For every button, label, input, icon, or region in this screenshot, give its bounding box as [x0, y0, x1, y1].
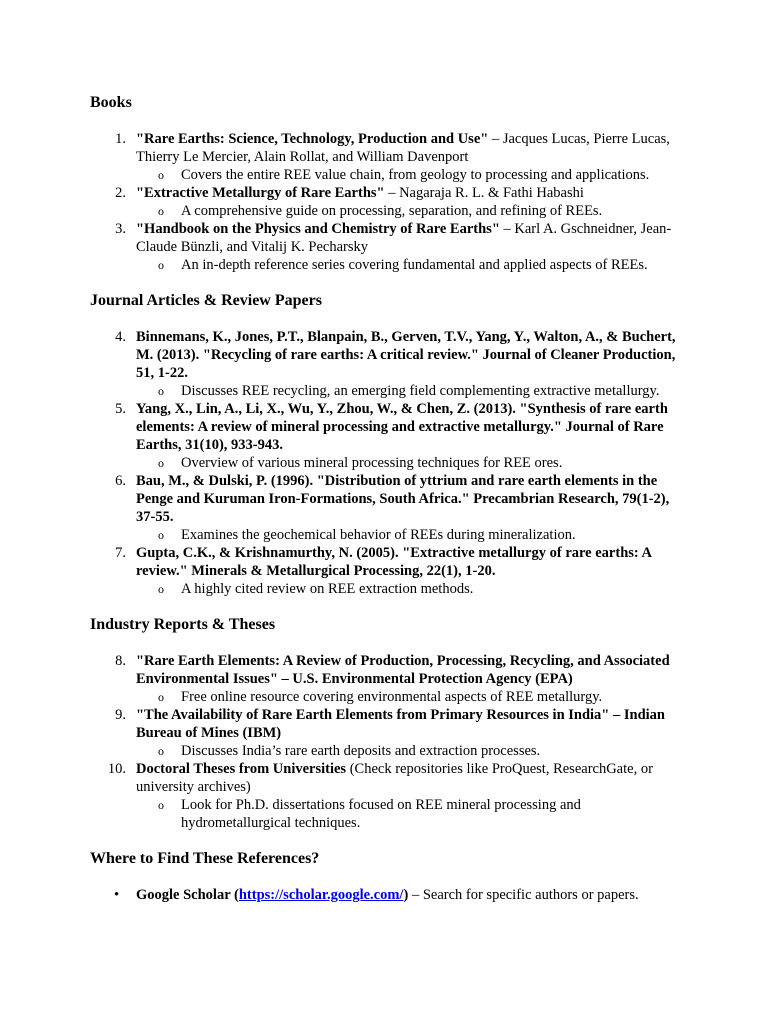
reference-citation — [136, 220, 678, 256]
reference-note — [136, 454, 678, 472]
where-list — [90, 886, 768, 904]
note-bullet-icon: o — [158, 744, 164, 758]
industry-list — [90, 652, 768, 832]
reference-citation — [136, 760, 678, 796]
reference-item — [90, 328, 678, 400]
reference-number: 1. — [115, 131, 126, 147]
reference-citation — [136, 130, 678, 166]
note-bullet-icon: o — [158, 528, 164, 542]
resource-description: – Search for specific authors or papers. — [408, 887, 639, 903]
reference-body — [136, 184, 678, 220]
reference-number: 4. — [115, 329, 126, 345]
reference-body — [136, 328, 678, 400]
reference-body — [136, 220, 678, 274]
reference-authors: – Nagaraja R. L. & Fathi Habashi — [384, 185, 584, 201]
note-bullet-icon: o — [158, 582, 164, 596]
reference-citation — [136, 544, 678, 580]
reference-note — [136, 526, 678, 544]
reference-body — [136, 400, 678, 472]
reference-title: "Handbook on the Physics and Chemistry of Rare Earths" — [136, 221, 500, 237]
reference-note — [136, 202, 678, 220]
reference-number: 7. — [115, 545, 126, 561]
reference-item — [90, 652, 678, 706]
section-heading-books: Books — [90, 94, 132, 111]
reference-title: "Rare Earths: Science, Technology, Production and Use" — [136, 131, 489, 147]
reference-note-text: An in-depth reference series covering fundamental and applied aspects of REEs. — [181, 257, 648, 273]
reference-note-text: Discusses India’s rare earth deposits and extraction processes. — [181, 743, 541, 759]
reference-title: Doctoral Theses from Universities — [136, 761, 347, 777]
paren-open: ( — [230, 887, 239, 903]
reference-authors: – Karl A. Gschneidner, Jean-Claude Bünzli, and Vitalij K. Pecharsky — [136, 221, 672, 255]
reference-note — [136, 166, 678, 184]
reference-item — [90, 400, 678, 472]
reference-note-text: Free online resource covering environmental aspects of REE metallurgy. — [181, 689, 603, 705]
reference-authors: (Check repositories like ProQuest, ResearchGate, or university archives) — [136, 761, 653, 795]
reference-title: Bau, M., & Dulski, P. (1996). "Distribution of yttrium and rare earth elements in the Penge and Kuruman Iron-Formations, South Africa." Precambrian Research, 79(1-2), 37-55. — [136, 473, 670, 525]
reference-title: Gupta, C.K., & Krishnamurthy, N. (2005). "Extractive metallurgy of rare earths: A review." Minerals & Metallurgical Processing, 22(1), 1-20. — [136, 545, 652, 579]
reference-note-text: A highly cited review on REE extraction methods. — [181, 581, 474, 597]
note-bullet-icon: o — [158, 204, 164, 218]
reference-item — [90, 130, 678, 184]
reference-item — [90, 472, 678, 544]
reference-citation — [136, 400, 678, 454]
reference-citation — [136, 184, 678, 202]
note-bullet-icon: o — [158, 168, 164, 182]
where-body — [136, 886, 678, 904]
reference-note — [136, 796, 678, 832]
reference-note-text: Look for Ph.D. dissertations focused on REE mineral processing and hydrometallurgical techniques. — [181, 797, 581, 831]
reference-citation — [136, 652, 678, 688]
reference-note — [136, 688, 678, 706]
reference-body — [136, 472, 678, 544]
books-list — [90, 130, 768, 274]
reference-number: 8. — [115, 653, 126, 669]
reference-note-text: Discusses REE recycling, an emerging field complementing extractive metallurgy. — [181, 383, 660, 399]
reference-citation — [136, 706, 678, 742]
reference-number: 5. — [115, 401, 126, 417]
reference-note — [136, 382, 678, 400]
reference-number: 2. — [115, 185, 126, 201]
reference-body — [136, 544, 678, 598]
reference-number: 6. — [115, 473, 126, 489]
note-bullet-icon: o — [158, 384, 164, 398]
reference-note — [136, 742, 678, 760]
reference-body — [136, 130, 678, 184]
reference-citation — [136, 328, 678, 382]
reference-item — [90, 706, 678, 760]
reference-title: Yang, X., Lin, A., Li, X., Wu, Y., Zhou, W., & Chen, Z. (2013). "Synthesis of rare earth elements: A review of mineral processing and extractive metallurgy." Journal of Rare Earths, 31(10), 933-943. — [136, 401, 668, 453]
reference-body — [136, 652, 678, 706]
reference-citation — [136, 472, 678, 526]
note-bullet-icon: o — [158, 456, 164, 470]
section-heading-where: Where to Find These References? — [90, 850, 320, 867]
where-item — [90, 886, 678, 904]
reference-title: "Extractive Metallurgy of Rare Earths" — [136, 185, 385, 201]
reference-note-text: A comprehensive guide on processing, separation, and refining of REEs. — [181, 203, 603, 219]
reference-item — [90, 184, 678, 220]
resource-name: Google Scholar — [136, 887, 231, 903]
reference-title: Binnemans, K., Jones, P.T., Blanpain, B., Gerven, T.V., Yang, Y., Walton, A., & Buchert, M. (2013). "Recycling of rare earths: A critical review." Journal of Cleaner Production, 51, 1-22. — [136, 329, 676, 381]
bullet-icon: • — [114, 887, 120, 903]
reference-title: "The Availability of Rare Earth Elements from Primary Resources in India" – Indian Bureau of Mines (IBM) — [136, 707, 665, 741]
reference-number: 3. — [115, 221, 126, 237]
reference-item — [90, 760, 678, 832]
reference-note-text: Overview of various mineral processing techniques for REE ores. — [181, 455, 563, 471]
section-heading-journal: Journal Articles & Review Papers — [90, 292, 322, 309]
reference-note — [136, 256, 678, 274]
reference-body — [136, 760, 678, 832]
google-scholar-link[interactable]: https://scholar.google.com/ — [238, 887, 404, 903]
reference-note — [136, 580, 678, 598]
section-heading-industry: Industry Reports & Theses — [90, 616, 276, 633]
paren-close: ) — [403, 887, 409, 903]
reference-item — [90, 544, 678, 598]
reference-authors: – Jacques Lucas, Pierre Lucas, Thierry Le Mercier, Alain Rollat, and William Davenport — [136, 131, 670, 165]
reference-number: 9. — [115, 707, 126, 723]
note-bullet-icon: o — [158, 690, 164, 704]
reference-number: 10. — [107, 761, 126, 777]
note-bullet-icon: o — [158, 798, 164, 812]
reference-item — [90, 220, 678, 274]
note-bullet-icon: o — [158, 258, 164, 272]
reference-note-text: Covers the entire REE value chain, from geology to processing and applications. — [181, 167, 650, 183]
reference-note-text: Examines the geochemical behavior of REEs during mineralization. — [181, 527, 576, 543]
journal-list — [90, 328, 768, 598]
reference-body — [136, 706, 678, 760]
reference-title: "Rare Earth Elements: A Review of Production, Processing, Recycling, and Associated Environmental Issues" – U.S. Environmental Protection Agency (EPA) — [136, 653, 670, 687]
